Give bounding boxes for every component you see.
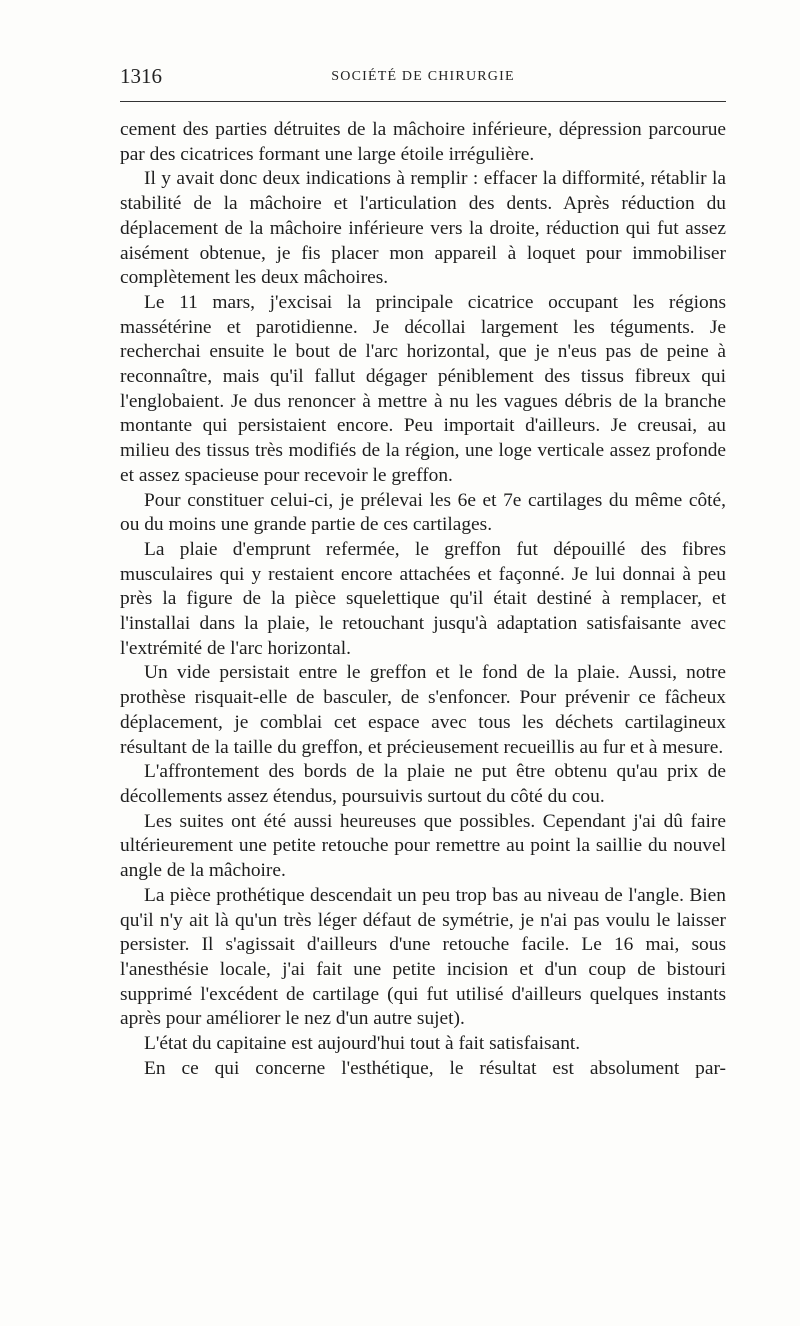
page-number: 1316 — [120, 64, 162, 88]
body-text — [120, 118, 726, 1081]
running-title: SOCIÉTÉ DE CHIRURGIE — [331, 69, 515, 84]
paragraph: Le 11 mars, j'excisai la principale cicatrice occupant les régions massétérine et parotidienne. Je décollai largement les téguments. Je recherchai ensuite le bout de l'arc horizontal, que je n'eus pas de peine à reconnaître, mais qu'il fallut dégager péniblement des tissus fibreux qui l'englobaient. Je dus renoncer à mettre à nu les vagues débris de la branche montante qui persistaient encore. Peu importait d'ailleurs. Je creusai, au milieu des tissus très modifiés de la région, une loge verticale assez profonde et assez spacieuse pour recevoir le greffon. — [120, 291, 726, 486]
paragraph: Les suites ont été aussi heureuses que possibles. Cependant j'ai dû faire ultérieurement une petite retouche pour remettre au point la saillie du nouvel angle de la mâchoire. — [120, 810, 726, 882]
paragraph: L'affrontement des bords de la plaie ne put être obtenu qu'au prix de décollements assez étendus, poursuivis surtout du côté du cou. — [120, 761, 726, 807]
paragraph: Un vide persistait entre le greffon et le fond de la plaie. Aussi, notre prothèse risquait-elle de basculer, de s'enfoncer. Pour prévenir ce fâcheux déplacement, je comblai cet espace avec tous les déchets cartilagineux résultant de la taille du greffon, et précieusement recueillis au fur et à mesure. — [120, 662, 726, 758]
page-header — [120, 64, 726, 94]
paragraph: En ce qui concerne l'esthétique, le résultat est absolument par- — [144, 1057, 726, 1079]
paragraph: L'état du capitaine est aujourd'hui tout à fait satisfaisant. — [144, 1033, 581, 1055]
paragraph: La pièce prothétique descendait un peu trop bas au niveau de l'angle. Bien qu'il n'y ait là qu'un très léger défaut de symétrie, je n'ai pas voulu le laisser persister. Il s'agissait d'ailleurs d'une retouche facile. Le 16 mai, sous l'anesthésie locale, j'ai fait une petite incision et d'un coup de bistouri supprimé l'excédent de cartilage (qui fut utilisé d'ailleurs quelques instants après pour améliorer le nez d'un autre sujet). — [120, 884, 726, 1030]
paragraph: Il y avait donc deux indications à remplir : effacer la difformité, rétablir la stabilité de la mâchoire et l'articulation des dents. Après réduction du déplacement de la mâchoire inférieure vers la droite, réduction qui fut assez aisément obtenue, je fis placer mon appareil à loquet pour immobiliser complètement les deux mâchoires. — [120, 168, 726, 289]
paragraph: cement des parties détruites de la mâchoire inférieure, dépression parcourue par des cicatrices formant une large étoile irrégulière. — [120, 119, 726, 165]
paragraph: Pour constituer celui-ci, je prélevai les 6e et 7e cartilages du même côté, ou du moins une grande partie de ces cartilages. — [120, 489, 726, 536]
header-rule — [120, 101, 726, 102]
paragraph: La plaie d'emprunt refermée, le greffon fut dépouillé des fibres musculaires qui y restaient encore attachées et façonné. Je lui donnai à peu près la figure de la pièce squelettique qu'il était destiné à remplacer, et l'installai dans la plaie, le retouchant jusqu'à adaptation satisfaisante avec l'extrémité de l'arc horizontal. — [120, 538, 726, 659]
